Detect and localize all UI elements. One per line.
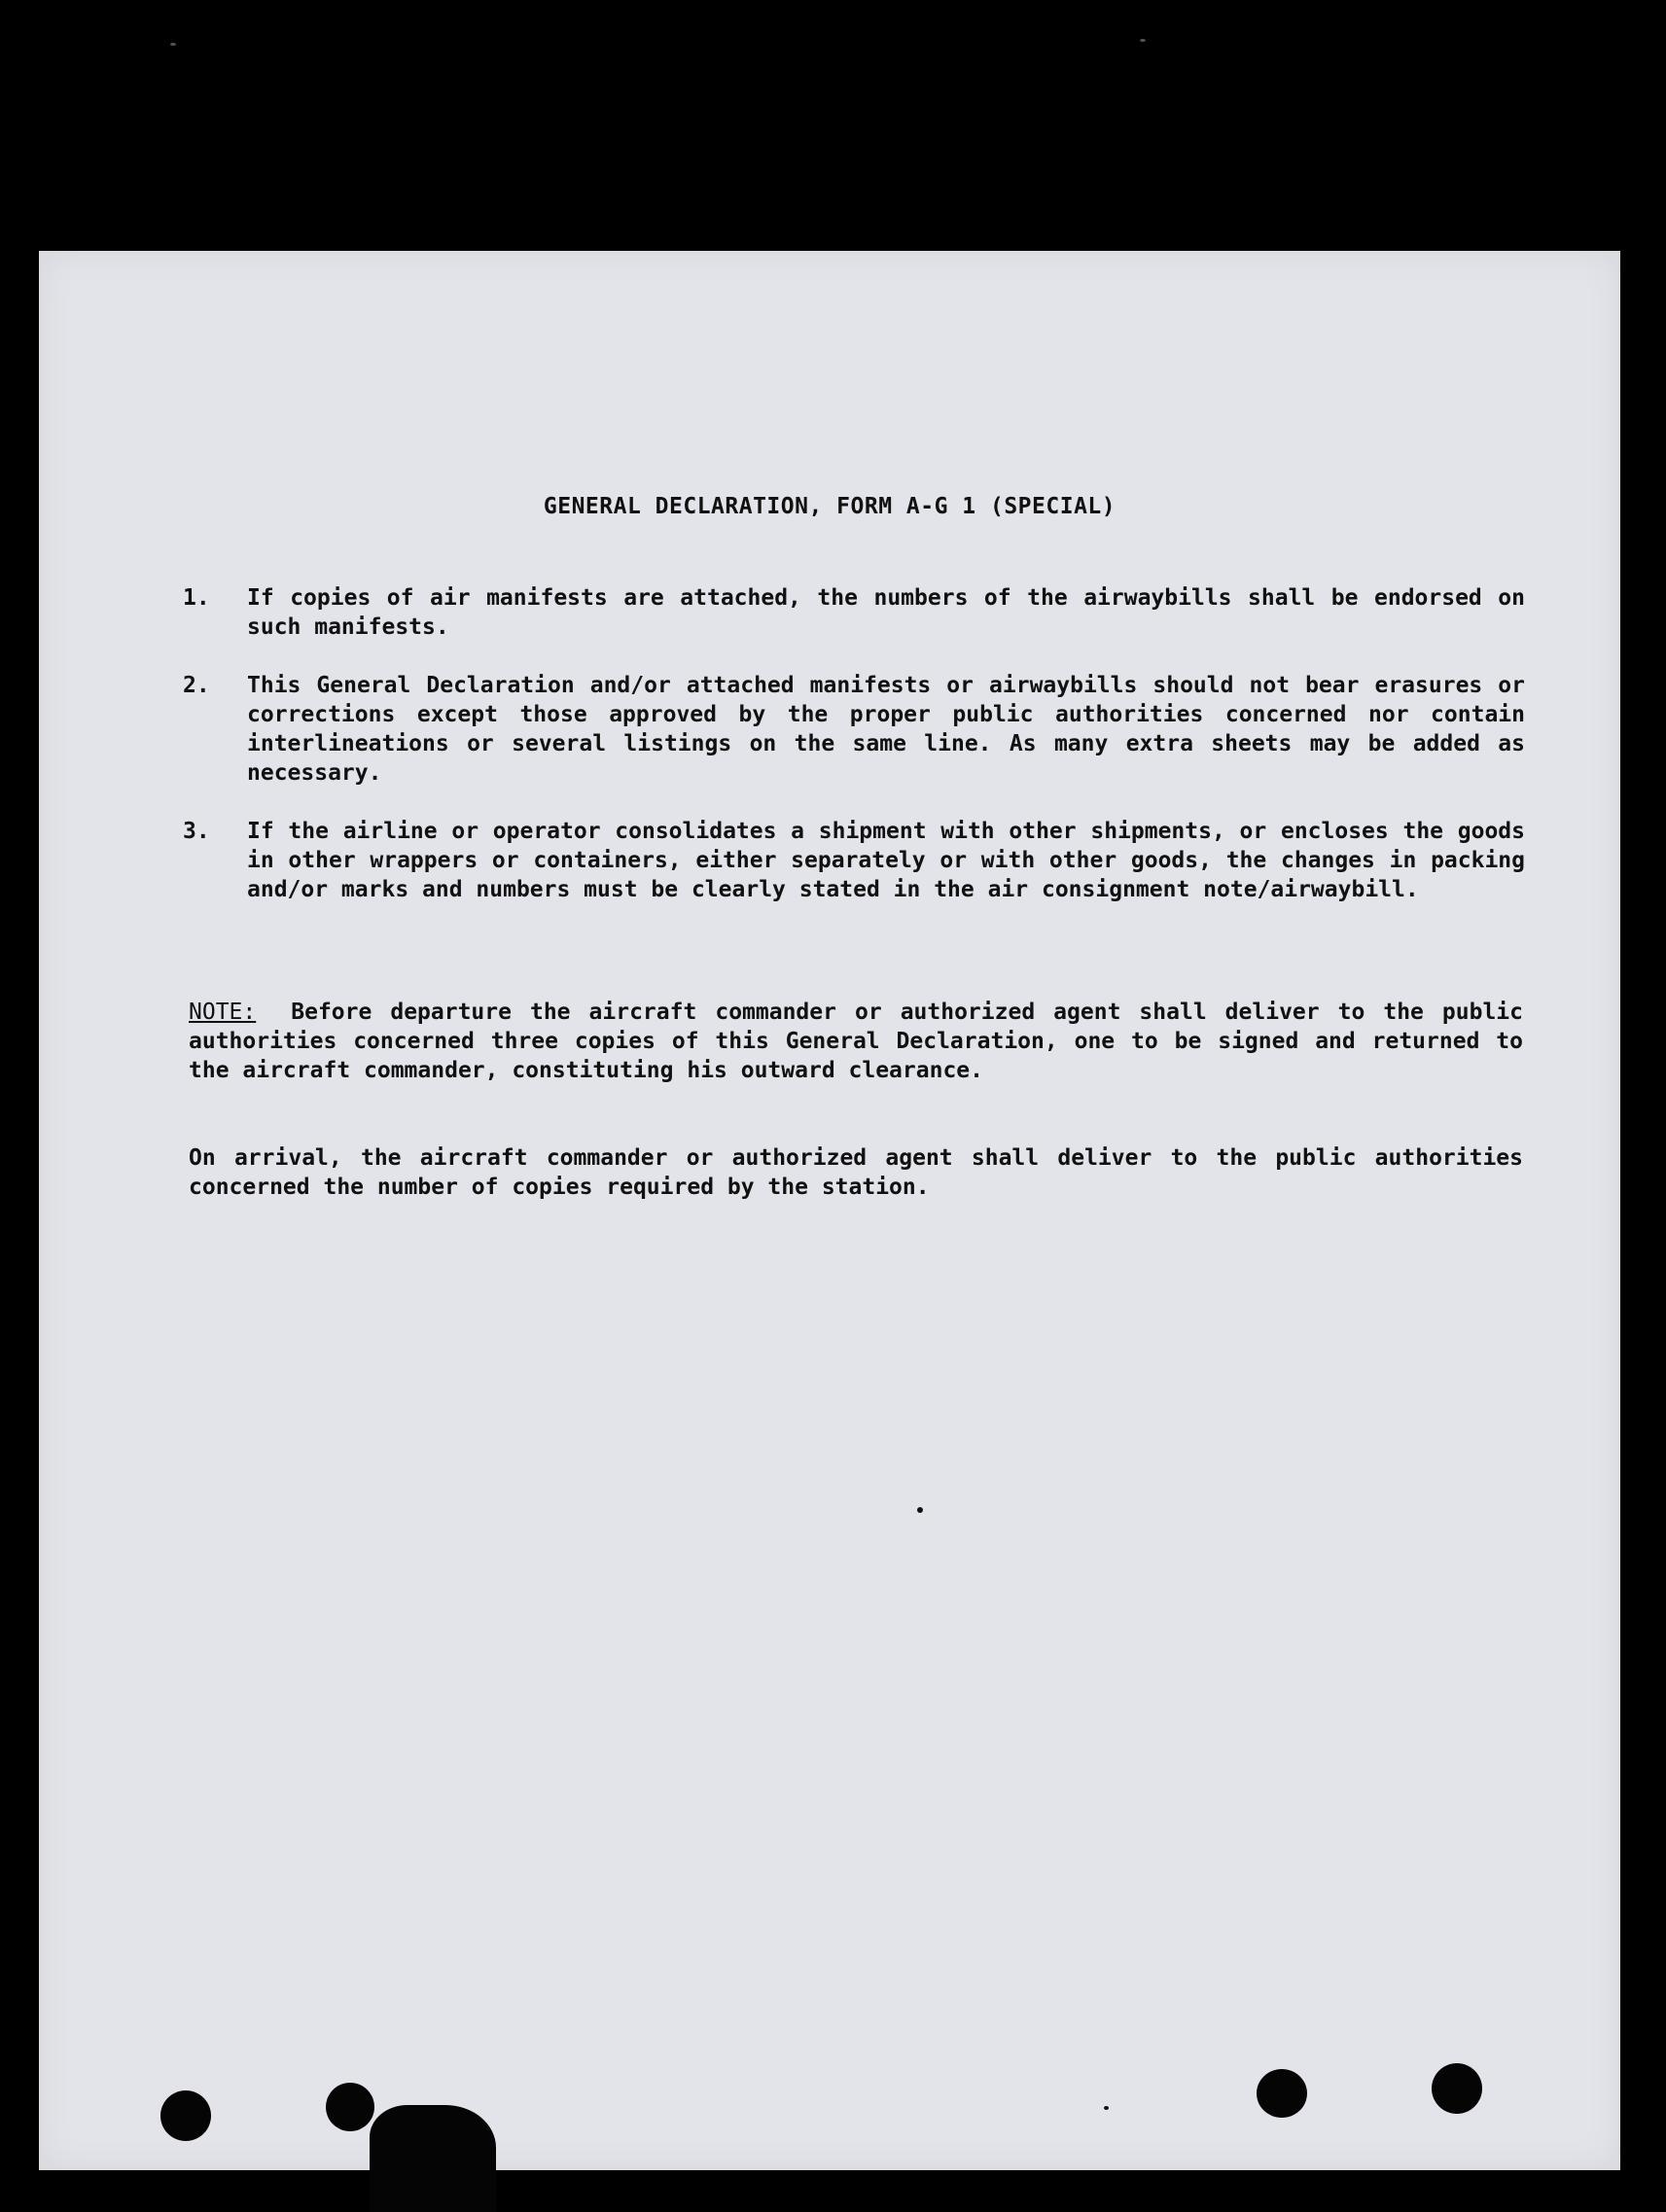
speck <box>917 1507 923 1513</box>
document-page <box>39 251 1620 2170</box>
document-title: GENERAL DECLARATION, FORM A-G 1 (SPECIAL) <box>543 494 1117 519</box>
speck <box>1140 39 1146 42</box>
torn-corner-blot <box>370 2105 496 2212</box>
list-item-number: 2. <box>183 673 210 698</box>
list-item-text: If the airline or operator consolidates a shipment with other shipments, or encloses the goods in other wrappers or containers, either separately or with other goods, the changes in packing and/or marks and numbers must be clearly stated in the air consignment note/airwaybill. <box>247 819 1525 902</box>
list-item-3 <box>183 817 1525 904</box>
note-text: Before departure the aircraft commander or authorized agent shall deliver to the public authorities concerned three copies of this General Declaration, one to be signed and returned to the aircraft commander, constituting his outward clearance. <box>189 1000 1523 1083</box>
note-label: NOTE: <box>189 1000 257 1025</box>
punch-hole-blot <box>1257 2069 1307 2118</box>
note-paragraph <box>189 998 1523 1085</box>
list-item-number: 3. <box>183 819 210 844</box>
list-item-2 <box>183 671 1525 788</box>
list-item-number: 1. <box>183 585 210 611</box>
list-item-text: If copies of air manifests are attached, the numbers of the airwaybills shall be endorsed on such manifests. <box>247 585 1525 640</box>
punch-hole-blot <box>1432 2063 1482 2114</box>
speck <box>1104 2106 1109 2110</box>
list-item-1 <box>183 583 1525 642</box>
list-item-text: This General Declaration and/or attached manifests or airwaybills should not bear erasures or corrections except those approved by the proper public authorities concerned nor contain interlineations or several listings on the same line. As many extra sheets may be added as necessary. <box>247 673 1525 786</box>
punch-hole-blot <box>326 2083 374 2131</box>
arrival-paragraph: On arrival, the aircraft commander or authorized agent shall deliver to the public authorities concerned the number of copies required by the station. <box>189 1145 1523 1200</box>
speck <box>170 43 176 46</box>
punch-hole-blot <box>160 2090 211 2141</box>
